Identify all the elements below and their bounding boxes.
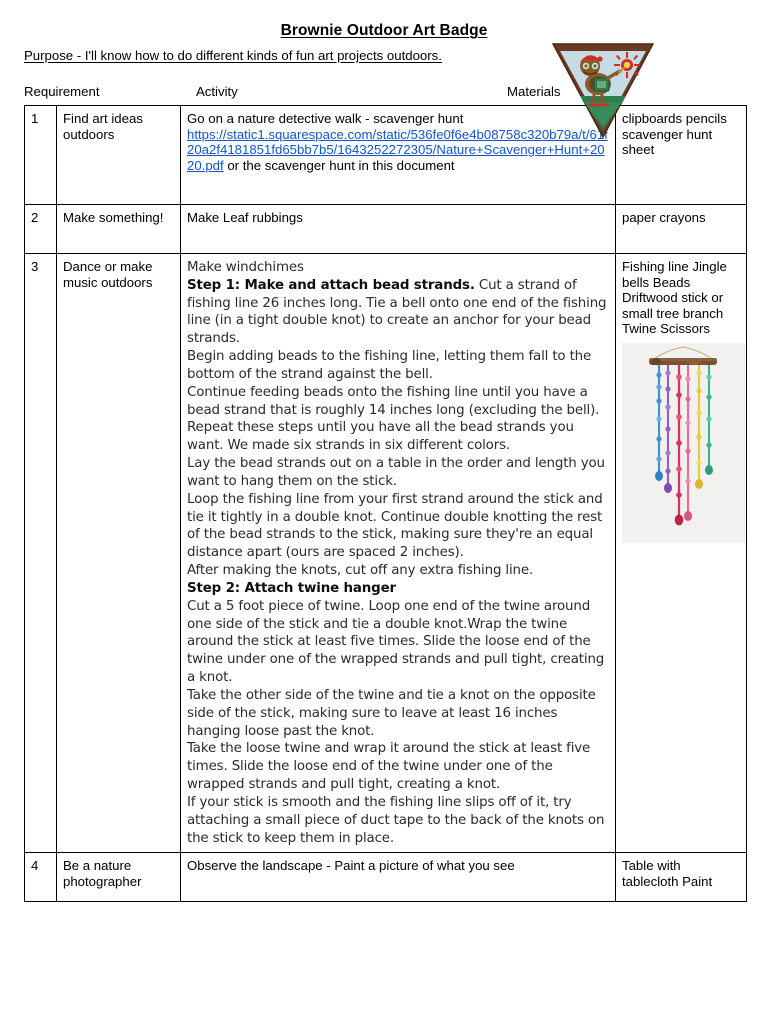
material-item: Scissors bbox=[660, 321, 710, 337]
step-label: Step 1: Make and attach bead strands. bbox=[187, 277, 475, 293]
instruction-paragraph: Take the other side of the twine and tie a knot on the opposite side of the stick, making sure to leave at least 16 inches hanging loose past the knot. bbox=[187, 687, 596, 739]
row-materials bbox=[616, 853, 747, 902]
column-header-activity: Activity bbox=[196, 84, 238, 99]
table-row bbox=[25, 853, 747, 902]
instruction-paragraph: Begin adding beads to the fishing line, letting them fall to the bottom of the strand against the bell. bbox=[187, 349, 592, 382]
material-item: small tree branch bbox=[622, 305, 724, 321]
windchime-photo bbox=[622, 343, 745, 543]
row-materials bbox=[616, 205, 747, 254]
material-item: paper bbox=[622, 210, 656, 225]
step-label: Step 2: Attach twine hanger bbox=[187, 580, 397, 596]
brownie-badge-icon bbox=[550, 40, 656, 140]
link-line-2: t/61f20a2f4181851fd65bb7b5/1643252272305/ bbox=[187, 126, 608, 158]
instruction-paragraph: Continue feeding beads onto the fishing line until you have a bead strand that is roughly 14 inches long (excluding the bell). bbox=[187, 384, 600, 418]
row-number: 4 bbox=[25, 853, 57, 902]
row-requirement: Dance or make music outdoors bbox=[57, 254, 181, 853]
material-item: Table with tablecloth bbox=[622, 858, 681, 889]
page-title bbox=[0, 22, 768, 40]
row-materials bbox=[616, 254, 747, 853]
activity-intro-text: Go on a nature detective walk - scavenger hunt bbox=[187, 111, 464, 126]
row-requirement: Be a nature photographer bbox=[57, 853, 181, 902]
material-item: Beads bbox=[652, 274, 691, 290]
instruction-paragraph: Lay the bead strands out on a table in the order and length you want to hang them on the stick. bbox=[187, 456, 605, 489]
material-item: Driftwood stick or bbox=[622, 290, 724, 306]
row-requirement: Make something! bbox=[57, 205, 181, 254]
row-activity bbox=[181, 254, 616, 853]
material-item: Jingle bells bbox=[622, 259, 727, 290]
link-line-3: Nature+Scavenger+Hunt+2020.pdf bbox=[187, 142, 605, 173]
row-requirement: Find art ideas outdoors bbox=[57, 106, 181, 205]
row-number: 3 bbox=[25, 254, 57, 853]
table-row bbox=[25, 205, 747, 254]
instruction-paragraph bbox=[187, 580, 609, 598]
column-header-materials: Materials bbox=[507, 84, 561, 99]
material-item: scavenger hunt bbox=[622, 126, 713, 142]
column-header-requirement: Requirement bbox=[24, 84, 100, 99]
requirements-table bbox=[24, 105, 747, 902]
row-number: 2 bbox=[25, 205, 57, 254]
material-item: Paint bbox=[682, 873, 713, 889]
instruction-paragraph bbox=[187, 277, 609, 348]
row-activity: Observe the landscape - Paint a picture of what you see bbox=[181, 853, 616, 902]
activity-tail-text: or the scavenger hunt in this document bbox=[223, 157, 455, 173]
activity-title: Make windchimes bbox=[187, 260, 304, 275]
instruction-paragraph: After making the knots, cut off any extra fishing line. bbox=[187, 563, 534, 579]
link-line-1: https://static1.squarespace.com/static/536fe0f6e4b08758c320b79a/ bbox=[187, 126, 583, 142]
windchime-instructions bbox=[187, 277, 609, 848]
material-item: crayons bbox=[659, 210, 706, 225]
table-row bbox=[25, 254, 747, 853]
instruction-paragraph: Take the loose twine and wrap it around the stick at least five times. Slide the loose end of the twine under one of the wrapped strands and pull tight, creating a knot. bbox=[187, 741, 591, 793]
instruction-paragraph: Loop the fishing line from your first strand around the stick and tie it tightly in a double knot. Continue double knotting the rest of the bead strands to the stick, making sure they're an equal distance apart (ours are spaced 2 inches). bbox=[187, 491, 603, 561]
step-text: Cut a strand of fishing line 26 inches long. Tie a bell onto one end of the fishing line (in a tight double knot) to create an anchor for your bead strands. bbox=[187, 277, 607, 347]
material-item: Twine bbox=[622, 321, 657, 337]
instruction-paragraph: Cut a 5 foot piece of twine. Loop one end of the twine around one side of the stick and tie a double knot.Wrap the twine around the stick at least five times. Slide the loose end of the twine under one of the wrapped strands and pull tight, creating a knot. bbox=[187, 598, 605, 686]
material-item: sheet bbox=[622, 142, 655, 158]
material-item: Fishing line bbox=[622, 259, 689, 274]
instruction-paragraph: Repeat these steps until you have all the bead strands you want. We made six strands in six different colors. bbox=[187, 420, 574, 454]
purpose-line: Purpose - I'll know how to do different kinds of fun art projects outdoors. bbox=[24, 48, 442, 63]
instruction-paragraph: If your stick is smooth and the fishing line slips off of it, try attaching a small piece of duct tape to the back of the knots on the stick to keep them in place. bbox=[187, 794, 605, 846]
row-number: 1 bbox=[25, 106, 57, 205]
page-title-text: Brownie Outdoor Art Badge bbox=[280, 22, 488, 39]
material-item: clipboards pencils bbox=[622, 111, 727, 126]
row-activity: Make Leaf rubbings bbox=[181, 205, 616, 254]
